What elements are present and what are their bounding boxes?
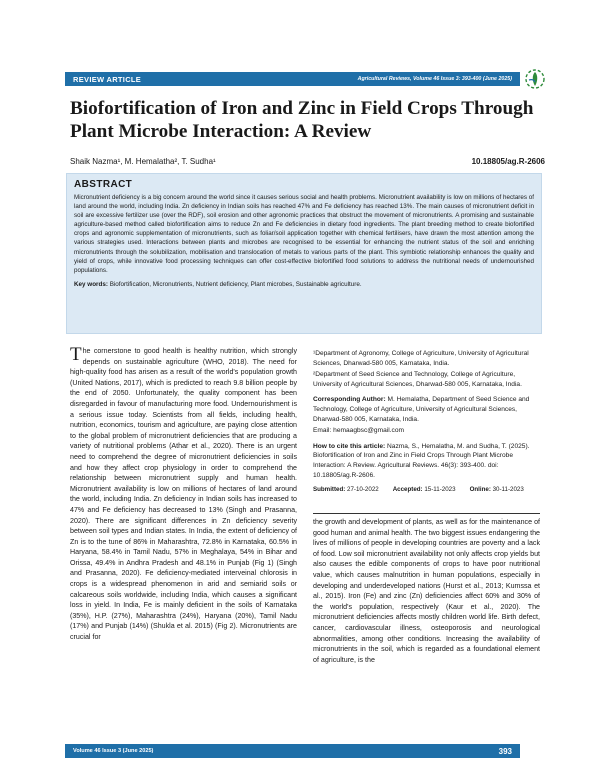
footer-issue: Volume 46 Issue 3 (June 2025) [73, 748, 154, 754]
journal-logo-icon [524, 68, 546, 90]
corresponding-author-text: M. Hemalatha, Department of Seed Science and Technology, College of Agriculture, University of Agricultural Sciences, Dharwad-580 005, Karnataka, India. [313, 396, 530, 423]
submitted-date: Submitted: 27-10-2022 [313, 486, 379, 494]
footer-bar [65, 744, 520, 758]
article-title: Biofortification of Iron and Zinc in Field Crops Through Plant Microbe Interaction: A Review [70, 98, 534, 142]
article-type-label: REVIEW ARTICLE [73, 74, 142, 84]
citation-label: How to cite this article: [313, 442, 386, 450]
doi-link[interactable]: 10.18805/ag.R-2606 [471, 157, 545, 166]
abstract-heading: ABSTRACT [74, 179, 133, 190]
journal-header-bar [65, 72, 520, 86]
corresponding-author-label: Corresponding Author: [313, 396, 386, 404]
online-date: Online: 30-11-2023 [469, 486, 524, 494]
keywords-text: Biofortification, Micronutrients, Nutrient deficiency, Plant microbes, Sustainable agriculture. [109, 280, 362, 288]
page-number: 393 [498, 746, 512, 756]
drop-cap: T [70, 344, 82, 365]
citation [313, 442, 540, 480]
journal-info: Agricultural Reviews, Volume 46 Issue 3: 393-400 (June 2025) [357, 76, 512, 82]
author-list: Shaik Nazma¹, M. Hemalatha², T. Sudha¹ [70, 157, 216, 166]
keywords [74, 280, 534, 289]
affiliation-1: ¹Department of Agronomy, College of Agriculture, University of Agricultural Sciences, Dharwad-580 005, Karnataka, India. [313, 350, 529, 367]
corresponding-author [313, 395, 540, 424]
author-email[interactable]: Email: hemaagbsc@gmail.com [313, 427, 404, 435]
date-line [313, 485, 540, 495]
abstract-box [66, 173, 542, 334]
accepted-date: Accepted: 15-11-2023 [392, 486, 456, 494]
affiliation-2: ²Department of Seed Science and Technology, College of Agriculture, University of Agricultural Sciences, Dharwad-580 005, Karnataka, India. [313, 371, 522, 388]
citation-text: Nazma, S., Hemalatha, M. and Sudha, T. (2025). Biofortification of Iron and Zinc in Field Crops Through Plant Microbe Interaction: A Review. Agricultural Reviews. 46(3): 393-400. doi: 10.18805/ag.R-2606. [313, 442, 530, 479]
affiliation-block [313, 349, 540, 495]
divider [313, 513, 540, 514]
body-left-text: he cornerstone to good health is healthy nutrition, which strongly depends on sustainable agriculture (WHO, 2018). The need for high-quality food has arisen as a result of the world's population growth (United Nations, 2017), which is predicted to reach 9.8 billion people by the end of 2050. Unfortunately, the quality component has been disregarded in favour of manufacturing more food. Undernourishment is a serious issue today. Scientists from all fields, including health, nutrition, economics, tourism and agriculture, are paying close attention to the global problem of micronutrient deficiencies that are producing a variety of nutritional problems (Athar et al., 2020). There is an urgent need to comprehend the degree of micronutrient deficiencies in soils and how they affect crop physiology in order to comprehend the relationship between micronutrient supply and human health. Micronutrient availability is low on millions of hectares of land around the world, including India. Zn deficiency in Indian soils has increased to 47% and Fe deficiency has decreased to 13% (Singh and Prasanna, 2020). There are significant differences in Zn deficiency severity between soil types and Indian states. In India, the extent of deficiency of Zn is to the tune of 86% in Maharashtra, 72.8% in Karnataka, 60.5% in Haryana, 58.4% in Tamil Nadu, 57% in Meghalaya, 54% in Bihar and Orissa, 49.4% in Andhra Pradesh and 48.1% in Punjab (Fig 1) (Singh and Prasanna, 2020). Fe deficiency-mediated interveinal chlorosis in crops is a widespread phenomenon in arid and semiarid soils or calcareous soils worldwide, including India, which causes a significant loss in yield. In India, Fe is mainly deficient in the soils of Karnataka (35%), H.P. (27%), Maharashtra (24%), Haryana (20%), Tamil Nadu (17%) and Punjab (14%) (Shukla et al. 2015) (Fig 2). Micronutrients are crucial for [70, 347, 297, 642]
body-left-column [70, 346, 297, 643]
abstract-text: Micronutrient deficiency is a big concern around the world since it causes serious social and health problems. Micronutrient availability is low on millions of hectares of land around the world, including India. Zn deficiency in Indian soils has reached 47% and Fe deficiency has reached 13%. The main causes of micronutrient deficit in soil are excessive fertilizer use (over the RDF), soil erosion and other agronomic practices that obstruct the movement of micronutrients. A promising and sustainable agriculture-based method called biofortification aims to reduce Zn and Fe deficiencies in dietary food ingredients. The plant breeding method to create biofortified crops and agronomic supplementation of micronutrients, such as foliar/soil application together with chemical fertilisers, have drawn the most attention among the various strategies used. Interactions between plants and microbes are recognised to be essential for enhancing the nutrient status of the soil and enriching micronutrients through the solubilization, mobilisation and translocation of metals to various parts of the plant. This symbiotic relationship enhances the quality and yield of crops, while innovative food processing techniques can offer cost-effective biofortified food solutions to address the nutritional needs of undernourished populations. [74, 194, 534, 274]
body-right-column: the growth and development of plants, as well as for the maintenance of good human and animal health. The two biggest issues endangering the lives of millions of people in developing countries are poverty and a lack of food. Low soil micronutrient availability not only affects crop yields but also causes the edible components of crops to have poor nutritional value, which causes malnutrition in human populations, especially in developing and underdeveloped nations (Hurst et al., 2013; Kumssa et al., 2015). Iron (Fe) and zinc (Zn) deficiencies affect 60% and 30% of the world's population, respectively (Kaur et al., 2020). The micronutrient deficiencies affects mostly children world life. Birth defect, cancer, cardiovascular illness, osteoporosis and neurological abnormalities, among other conditions. Increasing the availability of micronutrients in the soil, which is regarded as a foundational element of agriculture, is the [313, 518, 540, 664]
keywords-label: Key words: [74, 280, 108, 288]
